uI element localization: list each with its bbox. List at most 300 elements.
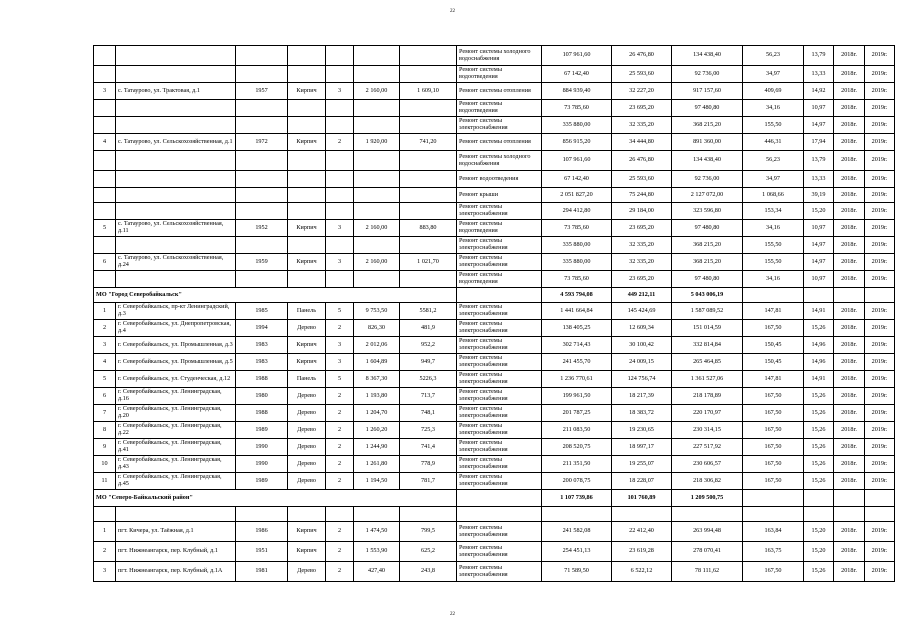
- wall-material-cell: [288, 117, 326, 134]
- address-cell: с. Татаурово, ул. Трактовая, д.1: [116, 83, 236, 100]
- living-area-cell: 778,9: [400, 456, 457, 473]
- row-number-cell: 1: [94, 303, 116, 320]
- control-cost-cell: 23 695,20: [612, 220, 672, 237]
- total-area-cell: 1 244,90: [354, 439, 400, 456]
- end-year-cell: 2019г.: [865, 405, 895, 422]
- total-area-cell: [354, 151, 400, 171]
- unit-cost-cell: 34,16: [743, 220, 804, 237]
- end-year-cell: 2019г.: [865, 83, 895, 100]
- end-year-cell: 2019г.: [865, 388, 895, 405]
- empty-cell: [612, 507, 672, 522]
- total-area-cell: [354, 203, 400, 220]
- unit-cost-cell: 167,50: [743, 422, 804, 439]
- floors-cell: 5: [326, 303, 354, 320]
- control-cost-cell: 124 756,74: [612, 371, 672, 388]
- total-cost-cell: 97 480,80: [672, 220, 743, 237]
- row-number-cell: 5: [94, 220, 116, 237]
- empty-cell: [804, 490, 834, 507]
- living-area-cell: 952,2: [400, 337, 457, 354]
- unit-cost-cell: 153,34: [743, 203, 804, 220]
- row-number-cell: [94, 171, 116, 188]
- work-type-cell: Ремонт системы электроснабжения: [457, 542, 542, 562]
- start-year-cell: 2018г.: [834, 188, 865, 203]
- start-year-cell: 2018г.: [834, 422, 865, 439]
- control-cost-cell: 32 227,20: [612, 83, 672, 100]
- total-cost-cell: 97 480,80: [672, 271, 743, 288]
- address-cell: г. Северобайкальск, ул. Ленинградская, д.43: [116, 456, 236, 473]
- year-built-cell: 1988: [236, 371, 288, 388]
- unit-cost-cell: 34,16: [743, 100, 804, 117]
- start-year-cell: 2018г.: [834, 220, 865, 237]
- wall-material-cell: Кирпич: [288, 134, 326, 151]
- year-built-cell: [236, 117, 288, 134]
- start-year-cell: 2018г.: [834, 388, 865, 405]
- unit-cost-cell: 56,23: [743, 46, 804, 66]
- start-year-cell: 2018г.: [834, 405, 865, 422]
- unit-cost-cell: 155,50: [743, 237, 804, 254]
- limit-cost-cell: 13,33: [804, 66, 834, 83]
- total-area-cell: 2 160,00: [354, 220, 400, 237]
- work-type-cell: Ремонт системы электроснабжения: [457, 439, 542, 456]
- total-cost-cell: 78 111,62: [672, 562, 743, 582]
- total-cost-cell: 218 178,89: [672, 388, 743, 405]
- living-area-cell: [400, 237, 457, 254]
- start-year-cell: 2018г.: [834, 456, 865, 473]
- empty-cell: [236, 507, 288, 522]
- address-cell: пгт. Кичера, ул. Таёжная, д.1: [116, 522, 236, 542]
- limit-cost-cell: 10,97: [804, 100, 834, 117]
- start-year-cell: 2018г.: [834, 83, 865, 100]
- total-area-cell: 1 604,89: [354, 354, 400, 371]
- end-year-cell: 2019г.: [865, 203, 895, 220]
- table-row: [94, 83, 895, 100]
- limit-cost-cell: 14,91: [804, 371, 834, 388]
- address-cell: г. Северобайкальск, ул. Ленинградская, д.45: [116, 473, 236, 490]
- unit-cost-cell: 446,31: [743, 134, 804, 151]
- work-cost-cell: 73 785,60: [542, 271, 612, 288]
- start-year-cell: 2018г.: [834, 303, 865, 320]
- limit-cost-cell: 15,26: [804, 439, 834, 456]
- start-year-cell: 2018г.: [834, 354, 865, 371]
- total-area-cell: [354, 100, 400, 117]
- unit-cost-cell: 150,45: [743, 354, 804, 371]
- year-built-cell: [236, 46, 288, 66]
- work-cost-cell: 138 405,25: [542, 320, 612, 337]
- empty-cell: [457, 288, 542, 303]
- year-built-cell: 1994: [236, 320, 288, 337]
- control-cost-cell: 75 244,80: [612, 188, 672, 203]
- work-cost-cell: 2 051 827,20: [542, 188, 612, 203]
- end-year-cell: 2019г.: [865, 271, 895, 288]
- address-cell: г. Северобайкальск, ул. Днепропетровская, д.4: [116, 320, 236, 337]
- living-area-cell: [400, 171, 457, 188]
- work-cost-cell: 211 083,50: [542, 422, 612, 439]
- living-area-cell: 5581,2: [400, 303, 457, 320]
- wall-material-cell: Кирпич: [288, 337, 326, 354]
- spacer-row: [94, 507, 895, 522]
- empty-cell: [288, 507, 326, 522]
- work-cost-cell: 241 582,08: [542, 522, 612, 542]
- total-cost-cell: 97 480,80: [672, 100, 743, 117]
- work-type-cell: Ремонт системы холодного водоснабжения: [457, 46, 542, 66]
- total-cost-cell: 265 464,85: [672, 354, 743, 371]
- floors-cell: [326, 203, 354, 220]
- wall-material-cell: [288, 100, 326, 117]
- year-built-cell: [236, 188, 288, 203]
- address-cell: пгт. Нижнеангарск, пер. Клубный, д.1А: [116, 562, 236, 582]
- table-row: [94, 271, 895, 288]
- control-cost-cell: 23 619,28: [612, 542, 672, 562]
- living-area-cell: 883,80: [400, 220, 457, 237]
- row-number-cell: [94, 66, 116, 83]
- empty-cell: [457, 490, 542, 507]
- row-number-cell: 3: [94, 337, 116, 354]
- work-cost-cell: 1 441 664,84: [542, 303, 612, 320]
- year-built-cell: 1988: [236, 405, 288, 422]
- row-number-cell: 3: [94, 562, 116, 582]
- living-area-cell: [400, 100, 457, 117]
- floors-cell: 2: [326, 439, 354, 456]
- wall-material-cell: [288, 203, 326, 220]
- end-year-cell: 2019г.: [865, 151, 895, 171]
- row-number-cell: [94, 151, 116, 171]
- end-year-cell: 2019г.: [865, 237, 895, 254]
- limit-cost-cell: 15,26: [804, 320, 834, 337]
- year-built-cell: [236, 237, 288, 254]
- municipality-name-cell: МО "Северо-Байкальский район": [94, 490, 457, 507]
- living-area-cell: 748,1: [400, 405, 457, 422]
- end-year-cell: 2019г.: [865, 320, 895, 337]
- work-type-cell: Ремонт системы электроснабжения: [457, 117, 542, 134]
- total-cost-cell: 323 596,80: [672, 203, 743, 220]
- page-number-bottom: 22: [450, 612, 455, 617]
- address-cell: г. Северобайкальск, ул. Промышленная, д.3: [116, 337, 236, 354]
- unit-cost-cell: 167,50: [743, 439, 804, 456]
- wall-material-cell: [288, 46, 326, 66]
- limit-cost-cell: 15,26: [804, 473, 834, 490]
- total-cost-cell: 230 314,15: [672, 422, 743, 439]
- end-year-cell: 2019г.: [865, 46, 895, 66]
- limit-cost-cell: 15,26: [804, 562, 834, 582]
- unit-cost-cell: 167,50: [743, 562, 804, 582]
- end-year-cell: 2019г.: [865, 337, 895, 354]
- work-cost-cell: 201 787,25: [542, 405, 612, 422]
- work-type-cell: Ремонт системы электроснабжения: [457, 354, 542, 371]
- work-cost-cell: 71 589,50: [542, 562, 612, 582]
- floors-cell: 2: [326, 456, 354, 473]
- work-cost-cell: 241 455,70: [542, 354, 612, 371]
- work-cost-cell: 294 412,80: [542, 203, 612, 220]
- year-built-cell: 1989: [236, 422, 288, 439]
- total-cost-cell: 2 127 072,00: [672, 188, 743, 203]
- living-area-cell: 741,4: [400, 439, 457, 456]
- end-year-cell: 2019г.: [865, 171, 895, 188]
- end-year-cell: 2019г.: [865, 522, 895, 542]
- start-year-cell: 2018г.: [834, 562, 865, 582]
- total-cost-cell: 220 170,97: [672, 405, 743, 422]
- start-year-cell: 2018г.: [834, 171, 865, 188]
- limit-cost-cell: 17,94: [804, 134, 834, 151]
- unit-cost-cell: 34,97: [743, 66, 804, 83]
- work-type-cell: Ремонт системы отопления: [457, 134, 542, 151]
- control-cost-cell: 26 476,80: [612, 151, 672, 171]
- address-cell: г. Северобайкальск, ул. Ленинградская, д.16: [116, 388, 236, 405]
- work-type-cell: Ремонт системы электроснабжения: [457, 473, 542, 490]
- limit-cost-cell: 15,20: [804, 522, 834, 542]
- end-year-cell: 2019г.: [865, 473, 895, 490]
- wall-material-cell: Дерево: [288, 456, 326, 473]
- limit-cost-cell: 15,20: [804, 203, 834, 220]
- unit-cost-cell: 167,50: [743, 456, 804, 473]
- total-area-cell: 9 753,50: [354, 303, 400, 320]
- total-area-cell: 1 261,80: [354, 456, 400, 473]
- end-year-cell: 2019г.: [865, 134, 895, 151]
- work-type-cell: Ремонт системы электроснабжения: [457, 337, 542, 354]
- start-year-cell: 2018г.: [834, 522, 865, 542]
- end-year-cell: 2019г.: [865, 254, 895, 271]
- total-cost-cell: 263 994,48: [672, 522, 743, 542]
- unit-cost-cell: 34,16: [743, 271, 804, 288]
- control-cost-cell: 12 609,34: [612, 320, 672, 337]
- empty-cell: [94, 507, 116, 522]
- floors-cell: 3: [326, 254, 354, 271]
- work-type-cell: Ремонт системы электроснабжения: [457, 562, 542, 582]
- total-area-cell: [354, 271, 400, 288]
- empty-cell: [457, 507, 542, 522]
- capital-repair-table: [93, 45, 895, 582]
- total-area-cell: [354, 188, 400, 203]
- living-area-cell: 713,7: [400, 388, 457, 405]
- total-area-cell: 1 204,70: [354, 405, 400, 422]
- start-year-cell: 2018г.: [834, 151, 865, 171]
- table-row: [94, 151, 895, 171]
- living-area-cell: [400, 203, 457, 220]
- address-cell: с. Татаурово, ул. Сельскохозяйственная, д.1: [116, 134, 236, 151]
- total-cost-cell: 151 014,59: [672, 320, 743, 337]
- floors-cell: 2: [326, 405, 354, 422]
- limit-cost-cell: 14,92: [804, 83, 834, 100]
- unit-cost-cell: 1 068,66: [743, 188, 804, 203]
- end-year-cell: 2019г.: [865, 354, 895, 371]
- total-area-cell: 1 194,50: [354, 473, 400, 490]
- total-area-cell: 826,30: [354, 320, 400, 337]
- year-built-cell: 1972: [236, 134, 288, 151]
- empty-cell: [743, 507, 804, 522]
- table-row: [94, 220, 895, 237]
- living-area-cell: [400, 271, 457, 288]
- address-cell: [116, 203, 236, 220]
- end-year-cell: 2019г.: [865, 303, 895, 320]
- unit-cost-cell: 56,23: [743, 151, 804, 171]
- total-cost-cell: 1 361 527,06: [672, 371, 743, 388]
- floors-cell: 2: [326, 542, 354, 562]
- wall-material-cell: Дерево: [288, 320, 326, 337]
- living-area-cell: [400, 46, 457, 66]
- wall-material-cell: [288, 237, 326, 254]
- address-cell: г. Северобайкальск, ул. Студенческая, д.12: [116, 371, 236, 388]
- row-number-cell: [94, 203, 116, 220]
- control-cost-cell: 19 255,07: [612, 456, 672, 473]
- table-row: [94, 100, 895, 117]
- wall-material-cell: [288, 171, 326, 188]
- address-cell: г. Северобайкальск, ул. Промышленная, д.5: [116, 354, 236, 371]
- total-area-cell: 1 260,20: [354, 422, 400, 439]
- wall-material-cell: Дерево: [288, 562, 326, 582]
- municipality-name-cell: МО "Город Северобайкальск": [94, 288, 457, 303]
- table-row: [94, 337, 895, 354]
- start-year-cell: 2018г.: [834, 271, 865, 288]
- empty-cell: [400, 507, 457, 522]
- living-area-cell: 949,7: [400, 354, 457, 371]
- page-number-top: 22: [450, 9, 455, 14]
- wall-material-cell: [288, 271, 326, 288]
- table-row: [94, 203, 895, 220]
- floors-cell: [326, 100, 354, 117]
- wall-material-cell: [288, 66, 326, 83]
- work-cost-cell: 335 880,00: [542, 254, 612, 271]
- end-year-cell: 2019г.: [865, 220, 895, 237]
- start-year-cell: 2018г.: [834, 473, 865, 490]
- floors-cell: [326, 271, 354, 288]
- control-cost-cell: 23 695,20: [612, 271, 672, 288]
- unit-cost-cell: 163,75: [743, 542, 804, 562]
- table-row: [94, 522, 895, 542]
- work-cost-cell: 302 714,43: [542, 337, 612, 354]
- municipality-total-row: [94, 288, 895, 303]
- municipality-total-cell: 1 107 739,86: [542, 490, 612, 507]
- limit-cost-cell: 10,97: [804, 271, 834, 288]
- floors-cell: 2: [326, 522, 354, 542]
- control-cost-cell: 25 593,60: [612, 66, 672, 83]
- year-built-cell: [236, 203, 288, 220]
- work-cost-cell: 67 142,40: [542, 66, 612, 83]
- floors-cell: 2: [326, 388, 354, 405]
- table-row: [94, 237, 895, 254]
- row-number-cell: [94, 237, 116, 254]
- unit-cost-cell: 167,50: [743, 405, 804, 422]
- year-built-cell: 1986: [236, 522, 288, 542]
- total-cost-cell: 134 438,40: [672, 46, 743, 66]
- empty-cell: [834, 288, 865, 303]
- living-area-cell: 481,9: [400, 320, 457, 337]
- address-cell: г. Северобайкальск, ул. Ленинградская, д.22: [116, 422, 236, 439]
- total-area-cell: 427,40: [354, 562, 400, 582]
- empty-cell: [865, 490, 895, 507]
- control-cost-cell: 30 100,42: [612, 337, 672, 354]
- row-number-cell: 5: [94, 371, 116, 388]
- work-type-cell: Ремонт системы электроснабжения: [457, 522, 542, 542]
- row-number-cell: 2: [94, 542, 116, 562]
- address-cell: г. Северобайкальск, ул. Ленинградская, д.41: [116, 439, 236, 456]
- wall-material-cell: Дерево: [288, 439, 326, 456]
- address-cell: с. Татаурово, ул. Сельскохозяйственная, д.24: [116, 254, 236, 271]
- table-row: [94, 456, 895, 473]
- work-type-cell: Ремонт системы водоотведения: [457, 271, 542, 288]
- total-cost-cell: 368 215,20: [672, 117, 743, 134]
- limit-cost-cell: 13,79: [804, 151, 834, 171]
- start-year-cell: 2018г.: [834, 117, 865, 134]
- floors-cell: 2: [326, 320, 354, 337]
- living-area-cell: 5226,3: [400, 371, 457, 388]
- table-row: [94, 134, 895, 151]
- total-cost-cell: 92 736,00: [672, 66, 743, 83]
- work-type-cell: Ремонт водоотведения: [457, 171, 542, 188]
- floors-cell: 2: [326, 134, 354, 151]
- empty-cell: [743, 490, 804, 507]
- start-year-cell: 2018г.: [834, 371, 865, 388]
- living-area-cell: 1 609,10: [400, 83, 457, 100]
- unit-cost-cell: 163,84: [743, 522, 804, 542]
- end-year-cell: 2019г.: [865, 100, 895, 117]
- control-cost-cell: 18 228,07: [612, 473, 672, 490]
- work-type-cell: Ремонт системы электроснабжения: [457, 405, 542, 422]
- total-cost-cell: 92 736,00: [672, 171, 743, 188]
- year-built-cell: 1983: [236, 354, 288, 371]
- address-cell: [116, 237, 236, 254]
- floors-cell: 2: [326, 473, 354, 490]
- work-type-cell: Ремонт системы электроснабжения: [457, 388, 542, 405]
- work-cost-cell: 254 451,13: [542, 542, 612, 562]
- control-cost-cell: 23 695,20: [612, 100, 672, 117]
- start-year-cell: 2018г.: [834, 337, 865, 354]
- row-number-cell: [94, 46, 116, 66]
- year-built-cell: [236, 100, 288, 117]
- floors-cell: [326, 188, 354, 203]
- limit-cost-cell: 13,79: [804, 46, 834, 66]
- empty-cell: [542, 507, 612, 522]
- table-row: [94, 66, 895, 83]
- work-type-cell: Ремонт системы электроснабжения: [457, 203, 542, 220]
- year-built-cell: 1990: [236, 439, 288, 456]
- end-year-cell: 2019г.: [865, 371, 895, 388]
- wall-material-cell: Кирпич: [288, 254, 326, 271]
- limit-cost-cell: 15,26: [804, 405, 834, 422]
- wall-material-cell: [288, 188, 326, 203]
- total-area-cell: [354, 237, 400, 254]
- table-row: [94, 171, 895, 188]
- floors-cell: 5: [326, 371, 354, 388]
- year-built-cell: 1959: [236, 254, 288, 271]
- wall-material-cell: Дерево: [288, 422, 326, 439]
- total-area-cell: 8 367,30: [354, 371, 400, 388]
- floors-cell: 3: [326, 83, 354, 100]
- end-year-cell: 2019г.: [865, 117, 895, 134]
- end-year-cell: 2019г.: [865, 188, 895, 203]
- work-type-cell: Ремонт крыши: [457, 188, 542, 203]
- end-year-cell: 2019г.: [865, 422, 895, 439]
- year-built-cell: 1989: [236, 473, 288, 490]
- municipality-sum-cell: 1 209 500,75: [672, 490, 743, 507]
- floors-cell: 3: [326, 354, 354, 371]
- work-type-cell: Ремонт системы электроснабжения: [457, 422, 542, 439]
- address-cell: [116, 188, 236, 203]
- empty-cell: [354, 507, 400, 522]
- living-area-cell: [400, 151, 457, 171]
- work-cost-cell: 67 142,40: [542, 171, 612, 188]
- living-area-cell: 741,20: [400, 134, 457, 151]
- table-row: [94, 117, 895, 134]
- address-cell: [116, 66, 236, 83]
- year-built-cell: [236, 151, 288, 171]
- control-cost-cell: 32 335,20: [612, 254, 672, 271]
- wall-material-cell: Панель: [288, 303, 326, 320]
- row-number-cell: [94, 271, 116, 288]
- unit-cost-cell: 155,50: [743, 254, 804, 271]
- control-cost-cell: 19 230,65: [612, 422, 672, 439]
- year-built-cell: 1985: [236, 303, 288, 320]
- unit-cost-cell: 409,69: [743, 83, 804, 100]
- table-row: [94, 46, 895, 66]
